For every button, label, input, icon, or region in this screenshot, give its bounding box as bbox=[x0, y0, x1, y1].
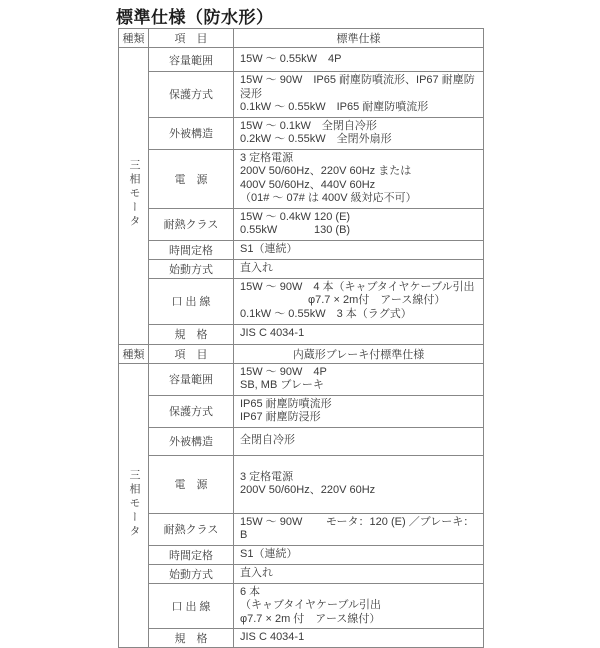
table-row bbox=[119, 363, 484, 395]
value-line: 0.2kW ～ 0.55kW 全閉外扇形 bbox=[240, 133, 477, 147]
table-row bbox=[119, 545, 484, 564]
table-row bbox=[119, 149, 484, 208]
row-label: 保護方式 bbox=[149, 395, 234, 427]
header-item-label: 項 目 bbox=[149, 344, 234, 363]
row-label: 時間定格 bbox=[149, 240, 234, 259]
header-item-label: 項 目 bbox=[149, 29, 234, 48]
row-value bbox=[234, 259, 484, 278]
class-text: モータ：120 (E) ／ブレーキ：B bbox=[240, 516, 474, 542]
value-line: 3 定格電源 bbox=[240, 152, 477, 166]
row-label: 外被構造 bbox=[149, 427, 234, 455]
row-label: 容量範囲 bbox=[149, 363, 234, 395]
row-value bbox=[234, 395, 484, 427]
row-label: 始動方式 bbox=[149, 564, 234, 583]
value-line bbox=[240, 211, 477, 225]
row-value bbox=[234, 629, 484, 648]
header-spec-label: 内蔵形ブレーキ付標準仕様 bbox=[234, 344, 484, 363]
category-cell bbox=[119, 363, 149, 648]
row-label: 耐熱クラス bbox=[149, 208, 234, 240]
value-line: 直入れ bbox=[240, 567, 477, 581]
row-value bbox=[234, 363, 484, 395]
value-line: 200V 50/60Hz、220V 60Hz bbox=[240, 484, 477, 498]
header-spec-label: 標準仕様 bbox=[234, 29, 484, 48]
row-value bbox=[234, 240, 484, 259]
value-line: 全閉自冷形 bbox=[240, 434, 477, 448]
value-line bbox=[240, 224, 477, 238]
table-row bbox=[119, 208, 484, 240]
row-value bbox=[234, 583, 484, 629]
value-line: 15W ～ 0.1kW 全閉自冷形 bbox=[240, 120, 477, 134]
row-value bbox=[234, 72, 484, 118]
value-line: 400V 50/60Hz、440V 60Hz bbox=[240, 179, 477, 193]
row-value bbox=[234, 324, 484, 344]
value-line: SB, MB ブレーキ bbox=[240, 379, 477, 393]
row-value bbox=[234, 117, 484, 149]
table-row bbox=[119, 513, 484, 545]
value-line: （01# ～ 07# は 400V 級対応不可） bbox=[240, 192, 477, 206]
value-line: 200V 50/60Hz、220V 60Hz または bbox=[240, 165, 477, 179]
value-line: 15W ～ 0.55kW 4P bbox=[240, 53, 477, 67]
page-title: 標準仕様（防水形） bbox=[116, 3, 274, 28]
row-label: 容量範囲 bbox=[149, 48, 234, 72]
spec-table-standard bbox=[118, 28, 484, 345]
table-row bbox=[119, 324, 484, 344]
spec-table-brake bbox=[118, 344, 484, 648]
class-text: 130 (B) bbox=[314, 224, 350, 236]
row-value bbox=[234, 208, 484, 240]
row-label: 規 格 bbox=[149, 324, 234, 344]
range-text: 0.55kW bbox=[240, 224, 314, 238]
row-value bbox=[234, 427, 484, 455]
table-row bbox=[119, 564, 484, 583]
row-value bbox=[234, 278, 484, 324]
value-line: S1（連続） bbox=[240, 548, 477, 562]
table-row bbox=[119, 259, 484, 278]
header-kind-label: 種類 bbox=[119, 29, 149, 48]
category-label: 三相モータ bbox=[128, 469, 139, 539]
row-value bbox=[234, 455, 484, 513]
table-row bbox=[119, 629, 484, 648]
table-row bbox=[119, 240, 484, 259]
row-label: 規 格 bbox=[149, 629, 234, 648]
row-value bbox=[234, 513, 484, 545]
row-label: 口 出 線 bbox=[149, 278, 234, 324]
row-label: 外被構造 bbox=[149, 117, 234, 149]
value-line: φ7.7 × 2m 付 アース線付） bbox=[240, 613, 477, 627]
value-line: 3 定格電源 bbox=[240, 471, 477, 485]
range-text: 15W ～ 90W bbox=[240, 516, 326, 530]
table-row bbox=[119, 583, 484, 629]
table-row bbox=[119, 72, 484, 118]
range-text: 15W ～ 0.4kW bbox=[240, 211, 314, 225]
value-line: （キャブタイヤケーブル引出 bbox=[240, 599, 477, 613]
value-line: 0.1kW ～ 0.55kW 3 本（ラグ式） bbox=[240, 308, 477, 322]
value-line bbox=[240, 516, 477, 543]
row-label: 時間定格 bbox=[149, 545, 234, 564]
value-line: φ7.7 × 2m付 アース線付） bbox=[240, 294, 477, 308]
table-row bbox=[119, 427, 484, 455]
row-value bbox=[234, 149, 484, 208]
value-line: IP65 耐塵防噴流形 bbox=[240, 398, 477, 412]
table-row bbox=[119, 117, 484, 149]
row-value bbox=[234, 48, 484, 72]
table-row bbox=[119, 455, 484, 513]
value-line: JIS C 4034-1 bbox=[240, 327, 477, 341]
value-line: 15W ～ 90W 4P bbox=[240, 366, 477, 380]
row-label: 電 源 bbox=[149, 149, 234, 208]
table-row bbox=[119, 48, 484, 72]
value-line: JIS C 4034-1 bbox=[240, 631, 477, 645]
row-label: 始動方式 bbox=[149, 259, 234, 278]
spec-tables-container bbox=[118, 28, 484, 648]
table-header-row bbox=[119, 29, 484, 48]
table-row bbox=[119, 278, 484, 324]
value-line: 15W ～ 90W IP65 耐塵防噴流形、IP67 耐塵防浸形 bbox=[240, 74, 477, 101]
row-label: 口 出 線 bbox=[149, 583, 234, 629]
value-line: 0.1kW ～ 0.55kW IP65 耐塵防噴流形 bbox=[240, 101, 477, 115]
table-header-row bbox=[119, 344, 484, 363]
category-cell bbox=[119, 48, 149, 345]
value-line: 15W ～ 90W 4 本（キャブタイヤケーブル引出 bbox=[240, 281, 477, 295]
value-line: IP67 耐塵防浸形 bbox=[240, 411, 477, 425]
row-label: 電 源 bbox=[149, 455, 234, 513]
row-label: 耐熱クラス bbox=[149, 513, 234, 545]
row-value bbox=[234, 564, 484, 583]
value-line: 6 本 bbox=[240, 586, 477, 600]
value-line: 直入れ bbox=[240, 262, 477, 276]
class-text: 120 (E) bbox=[314, 211, 350, 223]
value-line: S1（連続） bbox=[240, 243, 477, 257]
header-kind-label: 種類 bbox=[119, 344, 149, 363]
row-value bbox=[234, 545, 484, 564]
category-label: 三相モータ bbox=[128, 159, 139, 229]
table-row bbox=[119, 395, 484, 427]
row-label: 保護方式 bbox=[149, 72, 234, 118]
